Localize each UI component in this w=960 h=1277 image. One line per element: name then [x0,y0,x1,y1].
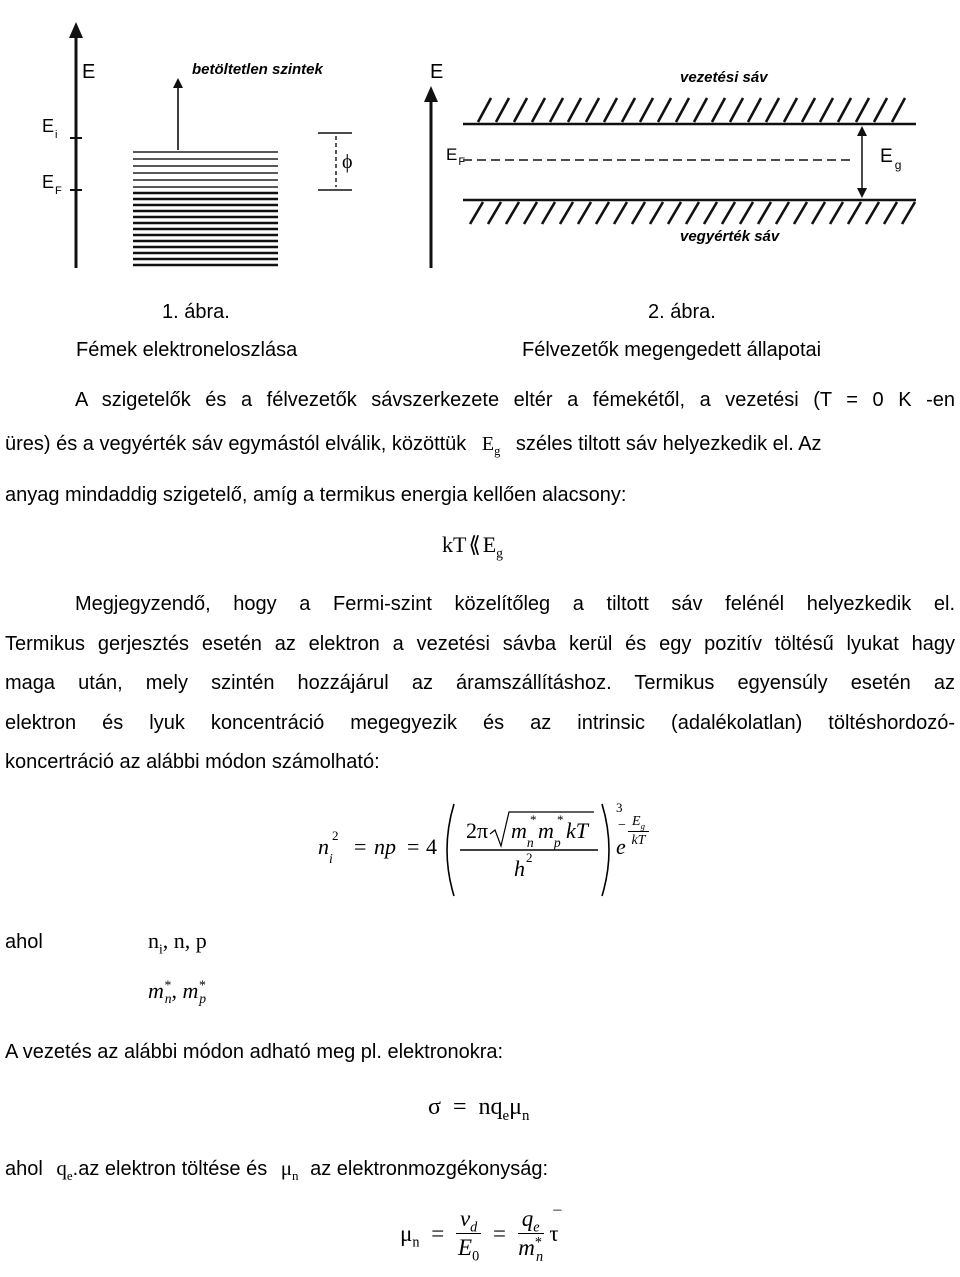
equation-kt-much-less-eg: $kT⟪E_g$ [442,532,503,561]
figure-1-metal-bands [42,22,353,268]
fig2-eg-arrow-down [857,188,867,198]
fig2-valence-label: vegyérték sáv [680,228,780,245]
fig2-axis-label: E [430,61,444,83]
fig2-axis-arrowhead [424,86,438,102]
para2-line3: maga után, mely szintén hozzájárul az áramszállításhoz. Termikus egyensúly esetén az [5,672,955,694]
fig2-conduction-band-hatching [478,98,905,122]
fig1-caption: Fémek elektroneloszlása [76,339,298,361]
para3: A vezetés az alábbi módon adható meg pl. elektronokra: [5,1041,504,1063]
fig1-axis-arrowhead [69,22,83,38]
para2-line5: koncertráció az alábbi módon számolható: [5,751,380,773]
fig1-phi-label: ϕ [342,151,353,173]
figure-2-semiconductor-bands [424,61,916,268]
equation-conductivity: $\sigma = nq_e\mu_n$ [428,1094,530,1124]
fig2-eg-arrow-up [857,126,867,136]
para2-line2: Termikus gerjesztés esetén az elektron a vezetési sávba kerül és egy pozitív töltésű lyukat hagy [5,633,955,655]
fig1-filled-level-lines [133,193,278,265]
fig2-eg-label: E $_g$ [880,146,902,172]
ahol-vars-concentrations: $n_i$, n, p [148,928,207,957]
fig2-ef-label: $E_F$ [446,145,466,168]
para1-line2: üres) és a vegyérték sáv egymástól elválik, közöttük $E_g$ széles tiltott sáv helyezkedik el. Az [5,433,822,458]
para2-line4: elektron és lyuk koncentráció megegyezik és az intrinsic (adalékolatlan) töltéshordozó- [5,712,955,734]
para1-line3: anyag mindaddig szigetelő, amíg a termikus energia kellően alacsony: [5,484,627,506]
fig1-levels-label: betöltetlen szintek [192,61,323,78]
fig2-number: 2. ábra. [648,301,716,323]
figures-area [0,0,960,285]
fig1-ei-label: $E_i$ [42,116,58,141]
fig1-axis-label: E [82,61,96,83]
fig1-ef-label: $E_F$ [42,172,62,197]
ahol-label-1: ahol [5,931,43,953]
fig1-number: 1. ábra. [162,301,230,323]
equation-mobility: $\mu_n$ = $\frac{v_d}{E_0}$ = $\frac{q_e}{m^*_n}$ – τ [400,1200,562,1265]
para2-line1: Megjegyzendő, hogy a Fermi-szint közelítőleg a tiltott sáv felénél helyezkedik el. [75,593,955,615]
ahol-vars-effective-masses: $m^*_n$, $m^*_p$ [148,977,207,1007]
fig1-empty-level-lines [133,152,278,187]
fig2-conduction-label: vezetési sáv [680,69,768,86]
ahol-line-2: ahol $q_e.az$ elektron töltése és $\mu_n$ az elektronmozgékonyság: [5,1156,549,1184]
fig2-caption: Félvezetők megengedett állapotai [522,339,822,361]
para1-line1: A szigetelők és a félvezetők sávszerkezete eltér a fémekétől, a vezetési (T = 0 K -en [75,389,955,411]
fig2-valence-band-hatching [470,202,915,224]
